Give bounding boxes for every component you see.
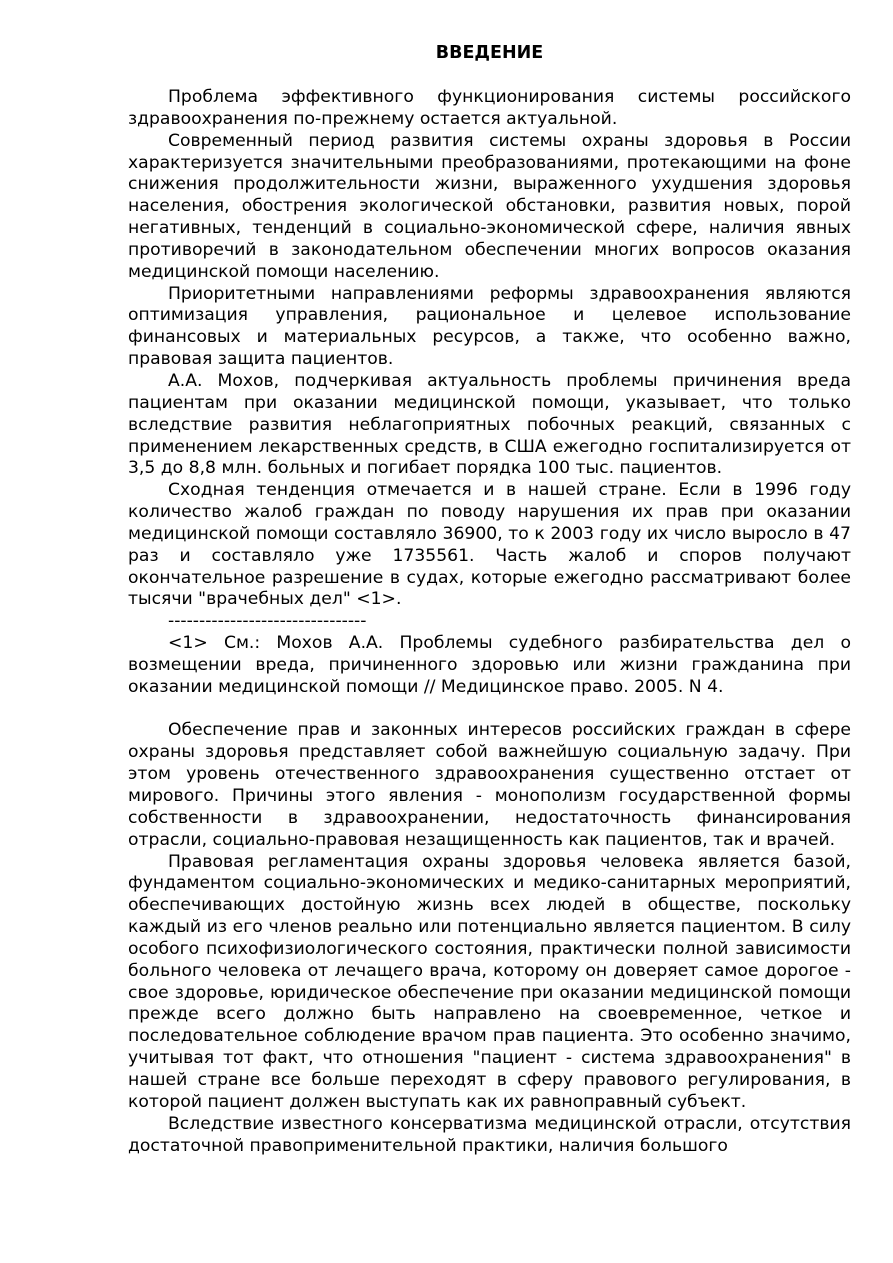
paragraph: Приоритетными направлениями реформы здравоохранения являются оптимизация управления, рациональное и целевое использование финансовых и материальных ресурсов, а также, что особенно важно, правовая защита пациентов. (128, 283, 851, 370)
paragraph: Сходная тенденция отмечается и в нашей стране. Если в 1996 году количество жалоб граждан по поводу нарушения их прав при оказании медицинской помощи составляло 36900, то к 2003 году их число выросло в 47 раз и составляло уже 1735561. Часть жалоб и споров получают окончательное разрешение в судах, которые ежегодно рассматривают более тысячи "врачебных дел" <1>. (128, 480, 851, 610)
document-page (128, 41, 851, 1157)
footnote-separator: -------------------------------- (168, 611, 367, 632)
paragraph: Проблема эффективного функционирования системы российского здравоохранения по-прежнему остается актуальной. (128, 87, 851, 129)
page-title: ВВЕДЕНИЕ (435, 43, 544, 63)
paragraph: Обеспечение прав и законных интересов российских граждан в сфере охраны здоровья представляет собой важнейшую социальную задачу. При этом уровень отечественного здравоохранения существенно отстает от мирового. Причины этого явления - монополизм государственной формы собственности в здравоохранении, недостаточность финансирования отрасли, социально-правовая незащищенность как пациентов, так и врачей. (128, 720, 851, 850)
paragraph: Современный период развития системы охраны здоровья в России характеризуется значительными преобразованиями, протекающими на фоне снижения продолжительности жизни, выраженного ухудшения здоровья населения, обострения экологической обстановки, развития новых, порой негативных, тенденций в социально-экономической сфере, наличия явных противоречий в законодательном обеспечении многих вопросов оказания медицинской помощи населению. (128, 130, 851, 282)
paragraph-gap (128, 699, 851, 721)
paragraph: Правовая регламентация охраны здоровья человека является базой, фундаментом социально-экономических и медико-санитарных мероприятий, обеспечивающих достойную жизнь всех людей в обществе, поскольку каждый из его членов реально или потенциально является пациентом. В силу особого психофизиологического состояния, практически полной зависимости больного человека от лечащего врача, которому он доверяет самое дорогое - свое здоровье, юридическое обеспечение при оказании медицинской помощи прежде всего должно быть направлено на своевременное, четкое и последовательное соблюдение врачом прав пациента. Это особенно значимо, учитывая тот факт, что отношения "пациент - система здравоохранения" в нашей стране все больше переходят в сферу правового регулирования, в которой пациент должен выступать как их равноправный субъект. (128, 851, 851, 1112)
footnote: <1> См.: Мохов А.А. Проблемы судебного разбирательства дел о возмещении вреда, причиненного здоровью или жизни гражданина при оказании медицинской помощи // Медицинское право. 2005. N 4. (128, 633, 851, 697)
paragraph: Вследствие известного консерватизма медицинской отрасли, отсутствия достаточной правоприменительной практики, наличия большого (128, 1113, 851, 1156)
paragraph: А.А. Мохов, подчеркивая актуальность проблемы причинения вреда пациентам при оказании медицинской помощи, указывает, что только вследствие развития неблагоприятных побочных реакций, связанных с применением лекарственных средств, в США ежегодно госпитализируется от 3,5 до 8,8 млн. больных и погибает порядка 100 тыс. пациентов. (128, 370, 851, 479)
